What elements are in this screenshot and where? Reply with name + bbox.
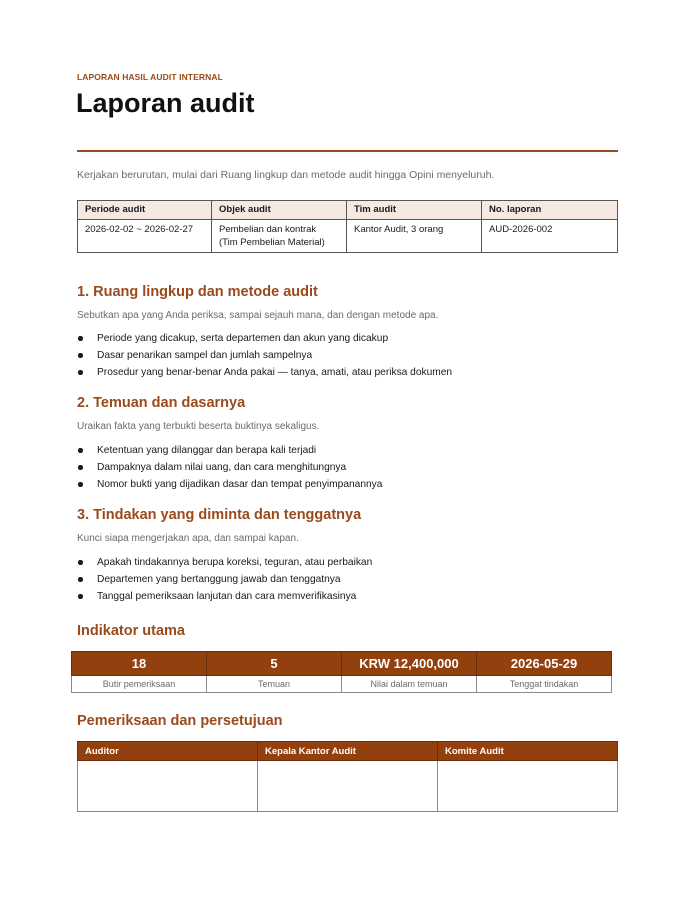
meta-header-team: Tim audit — [347, 201, 482, 220]
list-item: Apakah tindakannya berupa koreksi, teguran, atau perbaikan — [77, 554, 372, 571]
signature-box-head[interactable] — [258, 761, 438, 812]
section-heading-findings: 2. Temuan dan dasarnya — [77, 395, 246, 411]
list-item: Nomor bukti yang dijadikan dasar dan tempat penyimpanannya — [77, 476, 382, 493]
section-sub-findings: Uraikan fakta yang terbukti beserta buktinya sekaligus. — [77, 421, 320, 432]
meta-report-no-value: AUD-2026-002 — [482, 220, 618, 253]
meta-header-report-no: No. laporan — [482, 201, 618, 220]
meta-team-value: Kantor Audit, 3 orang — [347, 220, 482, 253]
section-list-scope — [77, 330, 452, 381]
title-divider — [77, 150, 618, 152]
list-item: Dampaknya dalam nilai uang, dan cara menghitungnya — [77, 459, 382, 476]
approval-col-head: Kepala Kantor Audit — [258, 742, 438, 761]
kpi-heading: Indikator utama — [77, 623, 185, 639]
kpi-label-items: Butir pemeriksaan — [72, 676, 207, 693]
section-sub-actions: Kunci siapa mengerjakan apa, dan sampai kapan. — [77, 533, 299, 544]
section-list-actions — [77, 554, 372, 605]
kpi-table — [71, 651, 612, 693]
meta-period-value: 2026-02-02 ~ 2026-02-27 — [78, 220, 212, 253]
report-meta-table — [77, 200, 618, 253]
approval-header-row — [78, 742, 618, 761]
kpi-label-findings: Temuan — [207, 676, 342, 693]
signature-box-committee[interactable] — [438, 761, 618, 812]
document-eyebrow: LAPORAN HASIL AUDIT INTERNAL — [77, 72, 223, 82]
list-item: Prosedur yang benar-benar Anda pakai — tanya, amati, atau periksa dokumen — [77, 364, 452, 381]
approval-table — [77, 741, 618, 812]
intro-text: Kerjakan berurutan, mulai dari Ruang lingkup dan metode audit hingga Opini menyeluruh. — [77, 169, 495, 181]
list-item: Departemen yang bertanggung jawab dan tenggatnya — [77, 571, 372, 588]
kpi-label-amount: Nilai dalam temuan — [342, 676, 477, 693]
meta-object-line2: (Tim Pembelian Material) — [219, 237, 325, 248]
approval-heading: Pemeriksaan dan persetujuan — [77, 713, 283, 729]
section-list-findings — [77, 442, 382, 493]
meta-value-row — [78, 220, 618, 253]
page-title: Laporan audit — [76, 88, 255, 118]
approval-signature-row — [78, 761, 618, 812]
kpi-label-row — [72, 676, 612, 693]
list-item: Ketentuan yang dilanggar dan berapa kali terjadi — [77, 442, 382, 459]
kpi-value-deadline: 2026-05-29 — [477, 652, 612, 676]
meta-object-line1: Pembelian dan kontrak — [219, 224, 317, 235]
list-item: Periode yang dicakup, serta departemen dan akun yang dicakup — [77, 330, 452, 347]
list-item: Tanggal pemeriksaan lanjutan dan cara memverifikasinya — [77, 588, 372, 605]
section-heading-scope: 1. Ruang lingkup dan metode audit — [77, 284, 318, 300]
meta-header-object: Objek audit — [212, 201, 347, 220]
kpi-value-findings: 5 — [207, 652, 342, 676]
approval-col-committee: Komite Audit — [438, 742, 618, 761]
signature-box-auditor[interactable] — [78, 761, 258, 812]
kpi-value-amount: KRW 12,400,000 — [342, 652, 477, 676]
meta-header-period: Periode audit — [78, 201, 212, 220]
kpi-label-deadline: Tenggat tindakan — [477, 676, 612, 693]
kpi-value-items: 18 — [72, 652, 207, 676]
approval-col-auditor: Auditor — [78, 742, 258, 761]
section-heading-actions: 3. Tindakan yang diminta dan tenggatnya — [77, 507, 362, 523]
list-item: Dasar penarikan sampel dan jumlah sampelnya — [77, 347, 452, 364]
kpi-value-row — [72, 652, 612, 676]
meta-object-value — [212, 220, 347, 253]
section-sub-scope: Sebutkan apa yang Anda periksa, sampai sejauh mana, dan dengan metode apa. — [77, 310, 439, 321]
meta-header-row — [78, 201, 618, 220]
